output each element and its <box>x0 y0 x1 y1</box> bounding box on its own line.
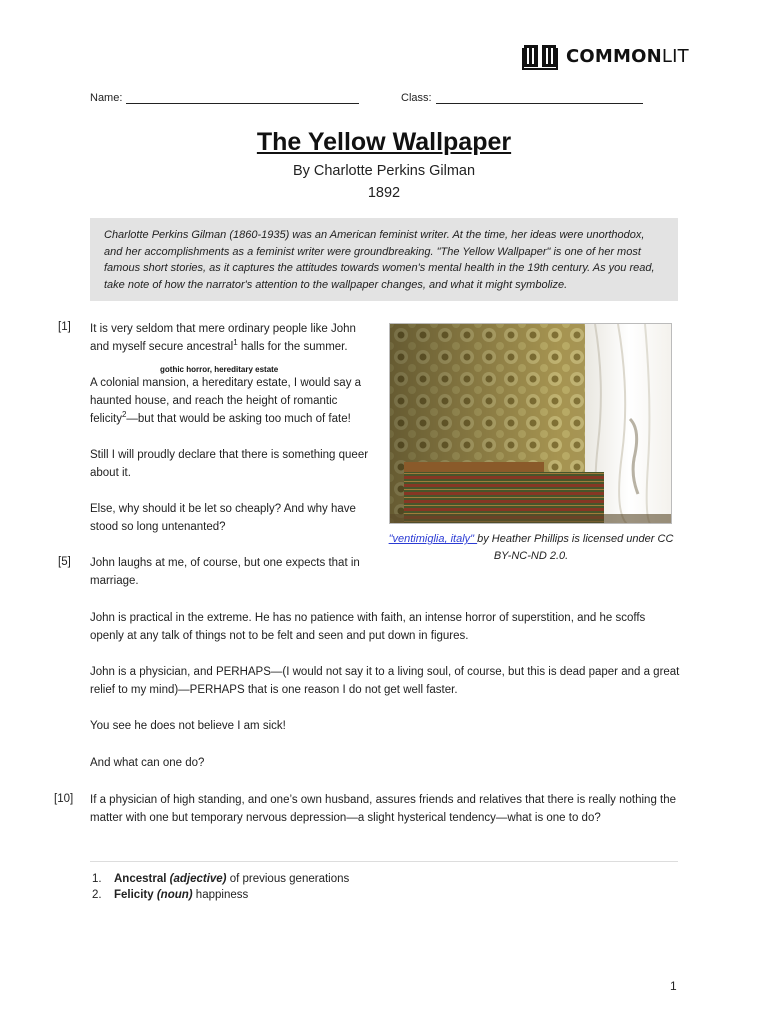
logo-wordmark: COMMONLIT <box>566 45 689 67</box>
paragraph-4: Else, why should it be let so cheaply? And why have stood so long untenanted? <box>90 503 356 533</box>
paragraph-6: John is practical in the extreme. He has no patience with faith, an intense horror of superstition, and he scoffs openly at any talk of things not to be felt and seen and put down in figures. <box>90 612 646 642</box>
footnote-divider <box>90 861 678 862</box>
bedroom-photo-illustration <box>390 324 672 524</box>
class-field[interactable] <box>401 91 643 104</box>
paragraph-8: You see he does not believe I am sick! <box>90 720 286 732</box>
paragraph-number: [5] <box>58 556 71 568</box>
image-caption: "ventimiglia, italy" by Heather Phillips is licensed under CC BY-NC-ND 2.0. <box>388 533 674 562</box>
image-source-link[interactable]: "ventimiglia, italy" <box>388 533 478 545</box>
paragraph-number: [10] <box>54 793 74 805</box>
footnote-2: 2. Felicity (noun) happiness <box>92 889 249 901</box>
paragraph-number: [1] <box>58 321 71 333</box>
name-input-line[interactable] <box>126 91 359 104</box>
paragraph-2: A colonial mansion, a hereditary estate, I would say a haunted house, and reach the height of romantic felicity$^2$—but that would be asking too much of fate! <box>90 377 362 425</box>
publication-year: 1892 <box>367 185 401 201</box>
footnote-1: 1. Ancestral (adjective) of previous generations <box>92 873 350 885</box>
class-input-line[interactable] <box>436 91 643 104</box>
bedroom-photo <box>389 323 672 524</box>
footnote-ref-1[interactable]: 1 <box>233 338 238 348</box>
page-title: The Yellow Wallpaper <box>256 128 512 156</box>
class-label: Class: <box>401 92 432 104</box>
paragraph-9: And what can one do? <box>90 757 205 769</box>
page-number: 1 <box>670 979 677 993</box>
commonlit-logo[interactable] <box>522 42 689 70</box>
paragraph-7: John is a physician, and PERHAPS—(I would not say it to a living soul, of course, but this is dead paper and a great relief to my mind)—PERHAPS that is one reason I do not get well faster. <box>90 666 680 696</box>
name-field[interactable] <box>90 91 359 104</box>
paragraph-5: John laughs at me, of course, but one expects that in marriage. <box>90 557 360 587</box>
name-label: Name: <box>90 92 123 104</box>
annotation-note: gothic horror, hereditary estate <box>160 365 279 374</box>
paragraph-3: Still I will proudly declare that there is something queer about it. <box>90 449 369 479</box>
paragraph-1: It is very seldom that mere ordinary people like John and myself secure ancestral$^1$ halls for the summer. <box>90 323 356 353</box>
intro-box: Charlotte Perkins Gilman (1860-1935) was an American feminist writer. At the time, her ideas were unorthodox, and her accomplishments as a feminist writer were groundbreaking. "The Yellow Wallpaper" is one of her most famous short stories, as it captures the attitudes towards women's mental health in the 19th century. As you read, take note of how the narrator's attention to the wallpaper changes, and what it might symbolize. <box>90 218 678 301</box>
author-line: By Charlotte Perkins Gilman <box>292 163 476 179</box>
paragraph-10: If a physician of high standing, and one’s own husband, assures friends and relatives that there is really nothing the matter with one but temporary nervous depression—a slight hysterical tendency—what is one to do? <box>90 794 677 824</box>
footnote-ref-2[interactable]: 2 <box>121 410 127 420</box>
open-book-icon <box>522 42 558 70</box>
